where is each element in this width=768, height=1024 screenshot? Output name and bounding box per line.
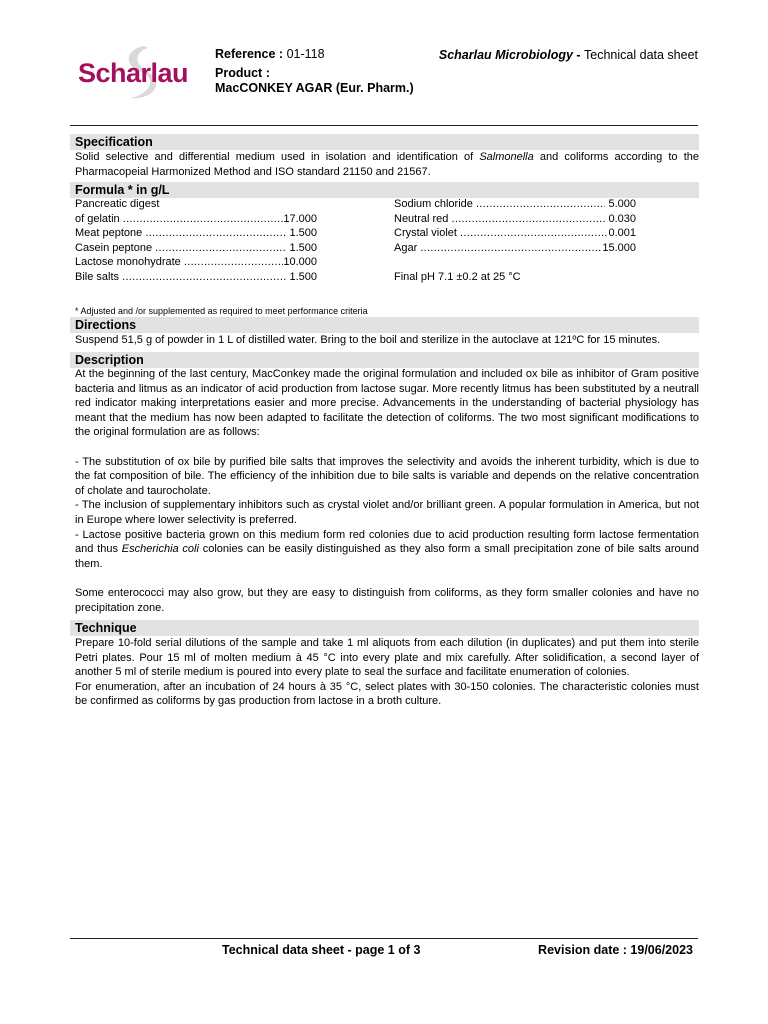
brand-separator: - — [572, 48, 585, 62]
formula-row-empty — [394, 255, 636, 270]
scharlau-logo — [74, 44, 204, 104]
reference-value: 01-118 — [286, 47, 325, 61]
formula-row: Bile salts ..... 1.500 — [75, 270, 317, 285]
formula-footnote: * Adjusted and /or supplemented as required to meet performance criteria — [75, 306, 368, 316]
product-label: Product : — [215, 66, 270, 80]
product-name: MacCONKEY AGAR (Eur. Pharm.) — [215, 81, 414, 95]
section-directions-title: Directions — [70, 317, 699, 333]
formula-row: Meat peptone ..... 1.500 — [75, 226, 317, 241]
formula-row: Pancreatic digest — [75, 198, 160, 210]
description-paragraph: - The substitution of ox bile by purified bile salts that improves the selectivity and avoids the inherent turbidity, which is due to the fat composition of bile. The efficiency of the inhibition due to bile salts is variable and depends on the relative concentration of cholate and taurocholate. — [75, 455, 699, 497]
technique-paragraph: Prepare 10-fold serial dilutions of the sample and take 1 ml aliquots from each dilution (in duplicates) and put them into sterile Petri plates. Pour 15 ml of molten medium à 45 °C into every plate and mix carefully. After solidification, a second layer of another 5 ml of sterile medium is poured into every plate to seal the surface and facilitate enumeration of colonies. — [75, 637, 699, 679]
formula-right-column — [394, 197, 636, 285]
document-type-heading — [439, 48, 698, 63]
technique-paragraph: For enumeration, after an incubation of 24 hours à 35 °C, select plates with 30-150 colonies. The characteristic colonies must be confirmed as coliforms by gas production from lactose in a broth culture. — [75, 680, 699, 708]
formula-row: Lactose monohydrate ..... 10.000 — [75, 255, 317, 270]
formula-row: Neutral red ..... 0.030 — [394, 212, 636, 227]
section-description-title: Description — [70, 352, 699, 368]
footer-rule — [70, 938, 698, 939]
brand-name: Scharlau Microbiology — [438, 48, 573, 62]
reference — [215, 47, 325, 62]
formula-row: Crystal violet ..... 0.001 — [394, 226, 636, 241]
technique-text — [75, 636, 699, 709]
description-paragraph: At the beginning of the last century, MacConkey made the original formulation and included ox bile as inhibitor of Gram positive bacteria and litmus as an indicator of acid production from lactose sugar. More recently litmus has been substituted by a neutrall red indicator making interpretations easier and more precise. Advancements in the understanding of bacterial physiology has meant that the medium has now been adapted to facilitate the detection of coliforms. The two most significant modifications to the original formulation are as follows: — [75, 368, 699, 439]
description-paragraph: - Lactose positive bacteria grown on this medium form red colonies due to acid production resulting form lactose fermentation and thus Escherichia coli colonies can be easily distinguished as they also form a small precipitation zone of bile salts around them. — [75, 528, 699, 570]
section-specification-title: Specification — [70, 134, 699, 150]
logo-wordmark: Scharlau — [78, 58, 189, 88]
formula-row: of gelatin ..... 17.000 — [75, 212, 317, 227]
description-paragraph: - The inclusion of supplementary inhibitors such as crystal violet and/or brilliant green. A popular formulation in America, but not in Europe where lower selectivity is preferred. — [75, 499, 699, 526]
formula-row: Casein peptone ..... 1.500 — [75, 241, 317, 256]
footer-revision-date: Revision date : 19/06/2023 — [538, 943, 693, 957]
specification-text: Solid selective and differential medium used in isolation and identification of Salmonella and coliforms according to the Pharmacopeial Harmonized Method and ISO standard 21150 and 21567. — [75, 151, 699, 178]
formula-final-ph: Final pH 7.1 ±0.2 at 25 °C — [394, 270, 521, 283]
reference-label: Reference : — [215, 47, 284, 61]
footer-page-number: Technical data sheet - page 1 of 3 — [222, 943, 421, 957]
formula-row: Agar ..... 15.000 — [394, 241, 636, 256]
doc-type: Technical data sheet — [584, 48, 698, 62]
description-paragraph: Some enterococci may also grow, but they are easy to distinguish from coliforms, as they form smaller colonies and have no precipitation zone. — [75, 586, 699, 614]
section-technique-title: Technique — [70, 620, 699, 636]
formula-row: Sodium chloride ..... 5.000 — [394, 197, 636, 212]
formula-left-column — [75, 197, 317, 285]
directions-text: Suspend 51,5 g of powder in 1 L of distilled water. Bring to the boil and sterilize in the autoclave at 121ºC for 15 minutes. — [75, 334, 661, 346]
section-formula-title: Formula * in g/L — [70, 182, 699, 198]
description-text — [75, 367, 699, 615]
header-rule — [70, 125, 698, 126]
